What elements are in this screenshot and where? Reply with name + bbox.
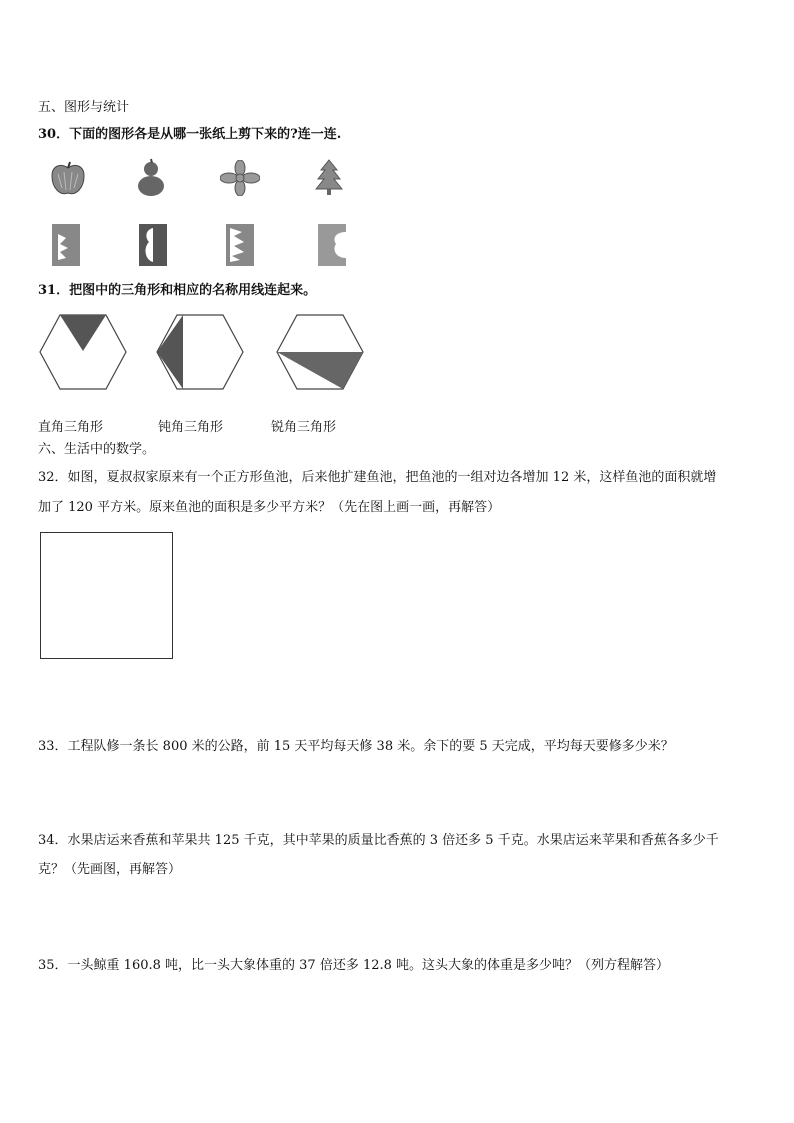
q33-text: 33．工程队修一条长 800 米的公路，前 15 天平均每天修 38 米。余下的要 5 天完成，平均每天要修多少米？ — [38, 739, 674, 754]
paper-with-gourd-hole-icon — [139, 224, 167, 266]
square-pond-figure — [40, 532, 173, 659]
apple-cutout-icon — [48, 160, 88, 198]
q32-line2: 加了 120 平方米。原来鱼池的面积是多少平方米？（先在图上画一画，再解答） — [38, 500, 501, 515]
label-acute-triangle: 锐角三角形 — [271, 420, 337, 435]
q31-text: 31．把图中的三角形和相应的名称用线连起来。 — [38, 283, 317, 298]
hexagon-acute-triangle-figure — [275, 313, 365, 391]
q34-line2: 克？（先画图，再解答） — [38, 862, 182, 877]
hexagon-right-triangle-figure — [38, 313, 128, 391]
tree-cutout-icon — [315, 158, 343, 196]
q34-line1: 34．水果店运来香蕉和苹果共 125 千克，其中苹果的质量比香蕉的 3 倍还多 5 千克。水果店运来苹果和香蕉各多少千 — [38, 833, 719, 848]
paper-with-flower-hole-icon — [52, 224, 80, 266]
label-right-triangle: 直角三角形 — [38, 420, 104, 435]
section5-heading: 五、图形与统计 — [38, 100, 130, 115]
section6-heading: 六、生活中的数学。 — [38, 442, 156, 457]
paper-with-tree-hole-icon — [226, 224, 254, 266]
hexagon-obtuse-triangle-figure — [155, 313, 245, 391]
q30-text: 30．下面的图形各是从哪一张纸上剪下来的?连一连. — [38, 127, 342, 142]
q35-text: 35．一头鲸重 160.8 吨，比一头大象体重的 37 倍还多 12.8 吨。这头大象的体重是多少吨？（列方程解答） — [38, 958, 670, 973]
label-obtuse-triangle: 钝角三角形 — [158, 420, 224, 435]
flower-cutout-icon — [220, 160, 260, 196]
q32-line1: 32．如图，夏叔叔家原来有一个正方形鱼池，后来他扩建鱼池，把鱼池的一组对边各增加 12 米，这样鱼池的面积就增 — [38, 470, 717, 485]
paper-with-apple-hole-icon — [318, 224, 346, 266]
gourd-cutout-icon — [134, 158, 168, 198]
